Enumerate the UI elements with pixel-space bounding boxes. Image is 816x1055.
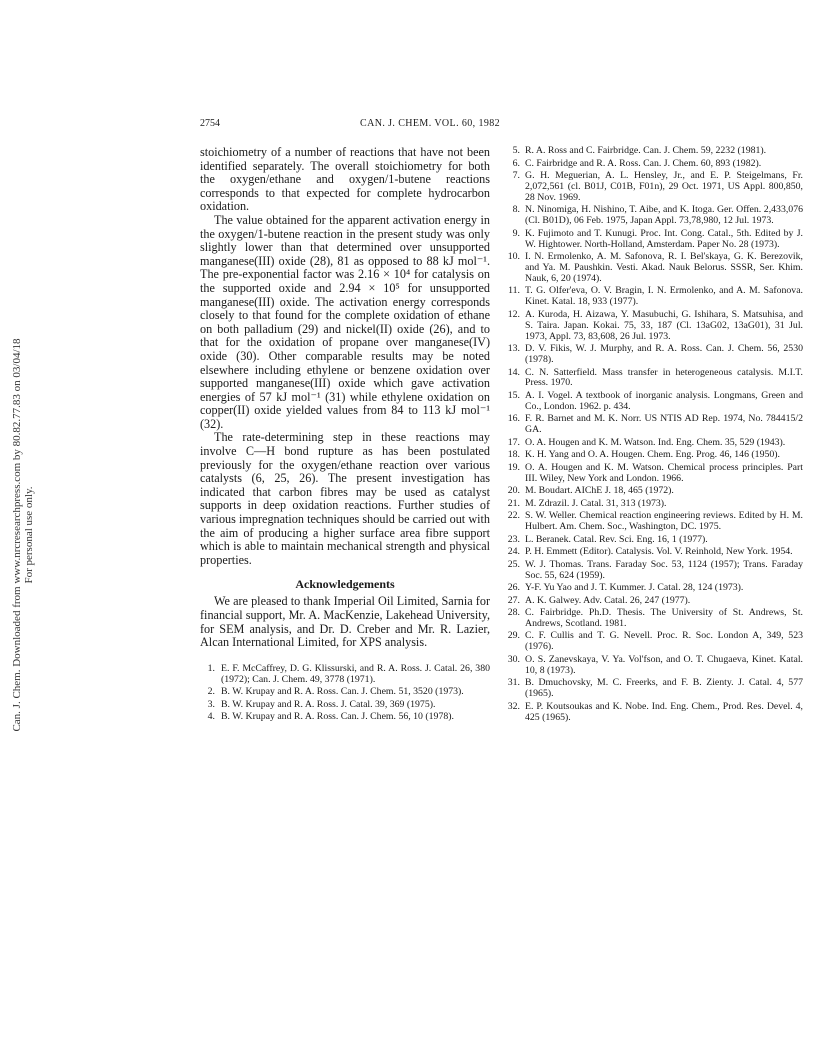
reference-number: 28.	[507, 607, 520, 618]
reference-text: I. N. Ermolenko, A. M. Safonova, R. I. Bel'skaya, G. K. Berezovik, and Ya. M. Paushkin. Vesti. Akad. Nauk Belorus. SSSR, Ser. Khim. Nauk, 6, 20 (1974).	[525, 251, 803, 284]
reference-item	[505, 631, 803, 653]
watermark-line-1: Can. J. Chem. Downloaded from www.nrcresearchpress.com by 80.82.77.83 on 03/04/18	[11, 338, 23, 732]
reference-text: F. R. Barnet and M. K. Norr. US NTIS AD Rep. 1974, No. 784415/2 GA.	[525, 413, 803, 436]
reference-number: 32.	[507, 700, 520, 712]
reference-number: 26.	[507, 582, 520, 593]
reference-number: 6.	[512, 157, 520, 169]
reference-number: 20.	[507, 485, 520, 497]
reference-item	[505, 414, 803, 436]
reference-item	[505, 286, 803, 308]
reference-item	[505, 535, 803, 546]
acknowledgements-heading: Acknowledgements	[295, 577, 395, 592]
reference-item	[505, 655, 803, 677]
reference-list-left	[200, 664, 490, 723]
reference-number: 30.	[507, 653, 520, 665]
reference-number: 23.	[507, 533, 520, 545]
reference-text: A. K. Galwey. Adv. Catal. 26, 247 (1977).	[525, 594, 691, 606]
reference-text: B. W. Krupay and R. A. Ross. Can. J. Chem. 56, 10 (1978).	[221, 711, 454, 723]
left-column	[200, 146, 490, 725]
reference-text: W. J. Thomas. Trans. Faraday Soc. 53, 1124 (1957); Trans. Faraday Soc. 55, 624 (1959).	[525, 558, 803, 581]
reference-number: 19.	[507, 461, 520, 473]
running-title: CAN. J. CHEM. VOL. 60, 1982	[360, 118, 501, 129]
reference-item	[200, 664, 490, 686]
reference-item	[505, 499, 803, 510]
reference-text: E. P. Koutsoukas and K. Nobe. Ind. Eng. Chem., Prod. Res. Devel. 4, 425 (1965).	[525, 700, 803, 723]
reference-item	[505, 596, 803, 607]
reference-number: 3.	[207, 698, 215, 710]
reference-number: 4.	[207, 711, 215, 723]
reference-number: 31.	[507, 677, 520, 689]
reference-number: 8.	[512, 204, 520, 216]
reference-number: 5.	[512, 145, 520, 156]
reference-item	[505, 159, 803, 170]
reference-number: 27.	[507, 594, 520, 606]
reference-item	[505, 368, 803, 390]
reference-text: E. F. McCaffrey, D. G. Klissurski, and R. A. Ross. J. Catal. 26, 380 (1972); Can. J. Chem. 49, 3778 (1971).	[221, 662, 490, 685]
page-number: 2754	[200, 118, 220, 129]
reference-list-right	[505, 146, 803, 725]
reference-text: Y-F. Yu Yao and J. T. Kummer. J. Catal. 28, 124 (1973).	[525, 582, 744, 593]
reference-text: N. Ninomiga, H. Nishino, T. Aibe, and K. Itoga. Ger. Offen. 2,433,076 (Cl. B01D), 06 Feb. 1975, Japan Appl. 73,78,980, 12 Jul. 1973.	[525, 204, 803, 227]
reference-number: 11.	[508, 285, 520, 297]
reference-text: O. S. Zanevskaya, V. Ya. Vol'fson, and O. T. Chugaeva, Kinet. Katal. 10, 8 (1973).	[525, 653, 803, 676]
reference-item	[505, 310, 803, 343]
reference-item	[505, 560, 803, 582]
reference-text: B. W. Krupay and R. A. Ross. J. Catal. 39, 369 (1975).	[221, 698, 436, 710]
reference-item	[505, 229, 803, 251]
reference-item	[505, 146, 803, 157]
running-header	[200, 118, 600, 134]
reference-text: S. W. Weller. Chemical reaction engineering reviews. Edited by H. M. Hulbert. Am. Chem. Soc., Washington, DC. 1975.	[525, 510, 803, 533]
reference-text: D. V. Fikis, W. J. Murphy, and R. A. Ross. Can. J. Chem. 56, 2530 (1978).	[525, 343, 803, 366]
reference-number: 2.	[207, 686, 215, 698]
reference-text: C. N. Satterfield. Mass transfer in heterogeneous catalysis. M.I.T. Press. 1970.	[525, 366, 803, 389]
reference-item	[505, 702, 803, 724]
reference-text: B. Dmuchovsky, M. C. Freerks, and F. B. Zienty. J. Catal. 4, 577 (1965).	[525, 677, 803, 700]
reference-item	[505, 511, 803, 533]
reference-text: G. H. Meguerian, A. L. Hensley, Jr., and E. P. Steigelmans, Fr. 2,072,561 (cl. B01J, C01B, F01n), 29 Oct. 1971, US Appl. 800,850, 28 Nov. 1969.	[525, 170, 803, 203]
acknowledgements-text: We are pleased to thank Imperial Oil Limited, Sarnia for financial support, Mr. A. MacKenzie, Lakehead University, for SEM analysis, and Dr. D. Creber and Mr. R. Lazier, Alcan International Limited, for XPS analysis.	[200, 594, 490, 650]
body-paragraph: The rate-determining step in these reactions may involve C—H bond rupture as has been postulated previously for the oxygen/ethane reaction over various catalysts (6, 25, 26). The present investigation has indicated that carbon fibres may be used as catalyst supports in deep oxidation reactions. Further studies of various impregnation techniques should be carried out with the aim of producing a higher surface area fibre support which is able to maintain mechanical strength and physical properties.	[200, 430, 490, 567]
reference-item	[200, 687, 490, 698]
reference-text: O. A. Hougen and K. M. Watson. Ind. Eng. Chem. 35, 529 (1943).	[525, 436, 786, 448]
watermark-line-2: For personal use only.	[23, 486, 35, 584]
reference-item	[505, 450, 803, 461]
reference-text: C. F. Cullis and T. G. Nevell. Proc. R. Soc. London A, 349, 523 (1976).	[525, 630, 803, 653]
reference-text: P. H. Emmett (Editor). Catalysis. Vol. V. Reinhold, New York. 1954.	[525, 546, 793, 558]
reference-text: K. Fujimoto and T. Kunugi. Proc. Int. Cong. Catal., 5th. Edited by J. W. Hightower. North-Holland, Amsterdam. Paper No. 28 (1973).	[525, 227, 803, 250]
reference-item	[505, 463, 803, 485]
reference-text: L. Beranek. Catal. Rev. Sci. Eng. 16, 1 (1977).	[525, 533, 708, 545]
reference-text: A. I. Vogel. A textbook of inorganic analysis. Longmans, Green and Co., London. 1962. p. 434.	[525, 389, 803, 412]
reference-text: T. G. Olfer'eva, O. V. Bragin, I. N. Ermolenko, and A. M. Safonova. Kinet. Katal. 18, 933 (1977).	[525, 285, 803, 308]
reference-item	[505, 252, 803, 285]
reference-text: M. Boudart. AIChE J. 18, 465 (1972).	[525, 485, 674, 497]
reference-text: B. W. Krupay and R. A. Ross. Can. J. Chem. 51, 3520 (1973).	[221, 686, 464, 698]
reference-number: 10.	[507, 251, 520, 263]
reference-number: 9.	[512, 227, 520, 239]
reference-number: 21.	[507, 497, 520, 509]
reference-item	[505, 583, 803, 594]
reference-item	[200, 712, 490, 723]
reference-number: 12.	[507, 308, 520, 320]
body-paragraph: stoichiometry of a number of reactions that have not been identified separately. The overall stoichiometry for both the oxygen/ethane and oxygen/1-butene reactions corresponds to that expected for complete hydrocarbon oxidation.	[200, 145, 490, 214]
body-paragraph: The value obtained for the apparent activation energy in the oxygen/1-butene reaction in the present study was only slightly lower than that determined over unsupported manganese(III) oxide (28), 81 as opposed to 88 kJ mol⁻¹. The pre-exponential factor was 2.16 × 10⁴ for catalysis on the supported oxide and 2.94 × 10⁵ for unsupported manganese(III) oxide. The activation energy corresponds closely to that found for the complete oxidation of ethane on both palladium (29) and nickel(II) oxide (26), and to that for the oxidation of propane over manganese(IV) oxide (30). Other comparable results may be noted elsewhere including ethylene or benzene oxidation over supported manganese(III) oxide which gave activation energies of 57 kJ mol⁻¹ (31) while ethylene oxidation on copper(II) oxide yielded values from 84 to 113 kJ mol⁻¹ (32).	[200, 212, 490, 431]
reference-text: O. A. Hougen and K. M. Watson. Chemical process principles. Part III. Wiley, New York and London. 1966.	[525, 461, 803, 484]
reference-item	[505, 547, 803, 558]
download-watermark	[2, 240, 44, 830]
reference-item	[505, 205, 803, 227]
reference-item	[505, 438, 803, 449]
reference-text: M. Zdrazil. J. Catal. 31, 313 (1973).	[525, 497, 667, 509]
reference-number: 18.	[507, 449, 520, 461]
reference-item	[505, 608, 803, 630]
reference-number: 13.	[507, 343, 520, 355]
reference-text: A. Kuroda, H. Aizawa, Y. Masubuchi, G. Ishihara, S. Matsuhisa, and S. Taira. Japan. Kokai. 75, 33, 187 (Cl. 13aG02, 13aG01), 31 Jul. 1973, Appl. 73, 83,608, 26 Jul. 1973.	[525, 308, 803, 342]
reference-number: 15.	[507, 389, 520, 401]
reference-item	[505, 344, 803, 366]
reference-item	[505, 171, 803, 204]
reference-text: C. Fairbridge. Ph.D. Thesis. The University of St. Andrews, St. Andrews, Scotland. 1981.	[525, 607, 803, 629]
reference-text: C. Fairbridge and R. A. Ross. Can. J. Chem. 60, 893 (1982).	[525, 157, 762, 169]
reference-text: K. H. Yang and O. A. Hougen. Chem. Eng. Prog. 46, 146 (1950).	[525, 449, 780, 461]
reference-number: 14.	[507, 366, 520, 378]
reference-number: 16.	[507, 413, 520, 425]
reference-item	[505, 678, 803, 700]
reference-number: 24.	[507, 546, 520, 558]
reference-number: 25.	[507, 558, 520, 570]
reference-item	[505, 391, 803, 413]
reference-number: 7.	[512, 170, 520, 181]
reference-text: R. A. Ross and C. Fairbridge. Can. J. Chem. 59, 2232 (1981).	[525, 145, 767, 156]
reference-item	[200, 700, 490, 711]
reference-number: 22.	[507, 510, 520, 522]
reference-number: 29.	[507, 630, 520, 642]
reference-number: 1.	[207, 662, 215, 674]
reference-item	[505, 486, 803, 497]
reference-number: 17.	[507, 436, 520, 448]
